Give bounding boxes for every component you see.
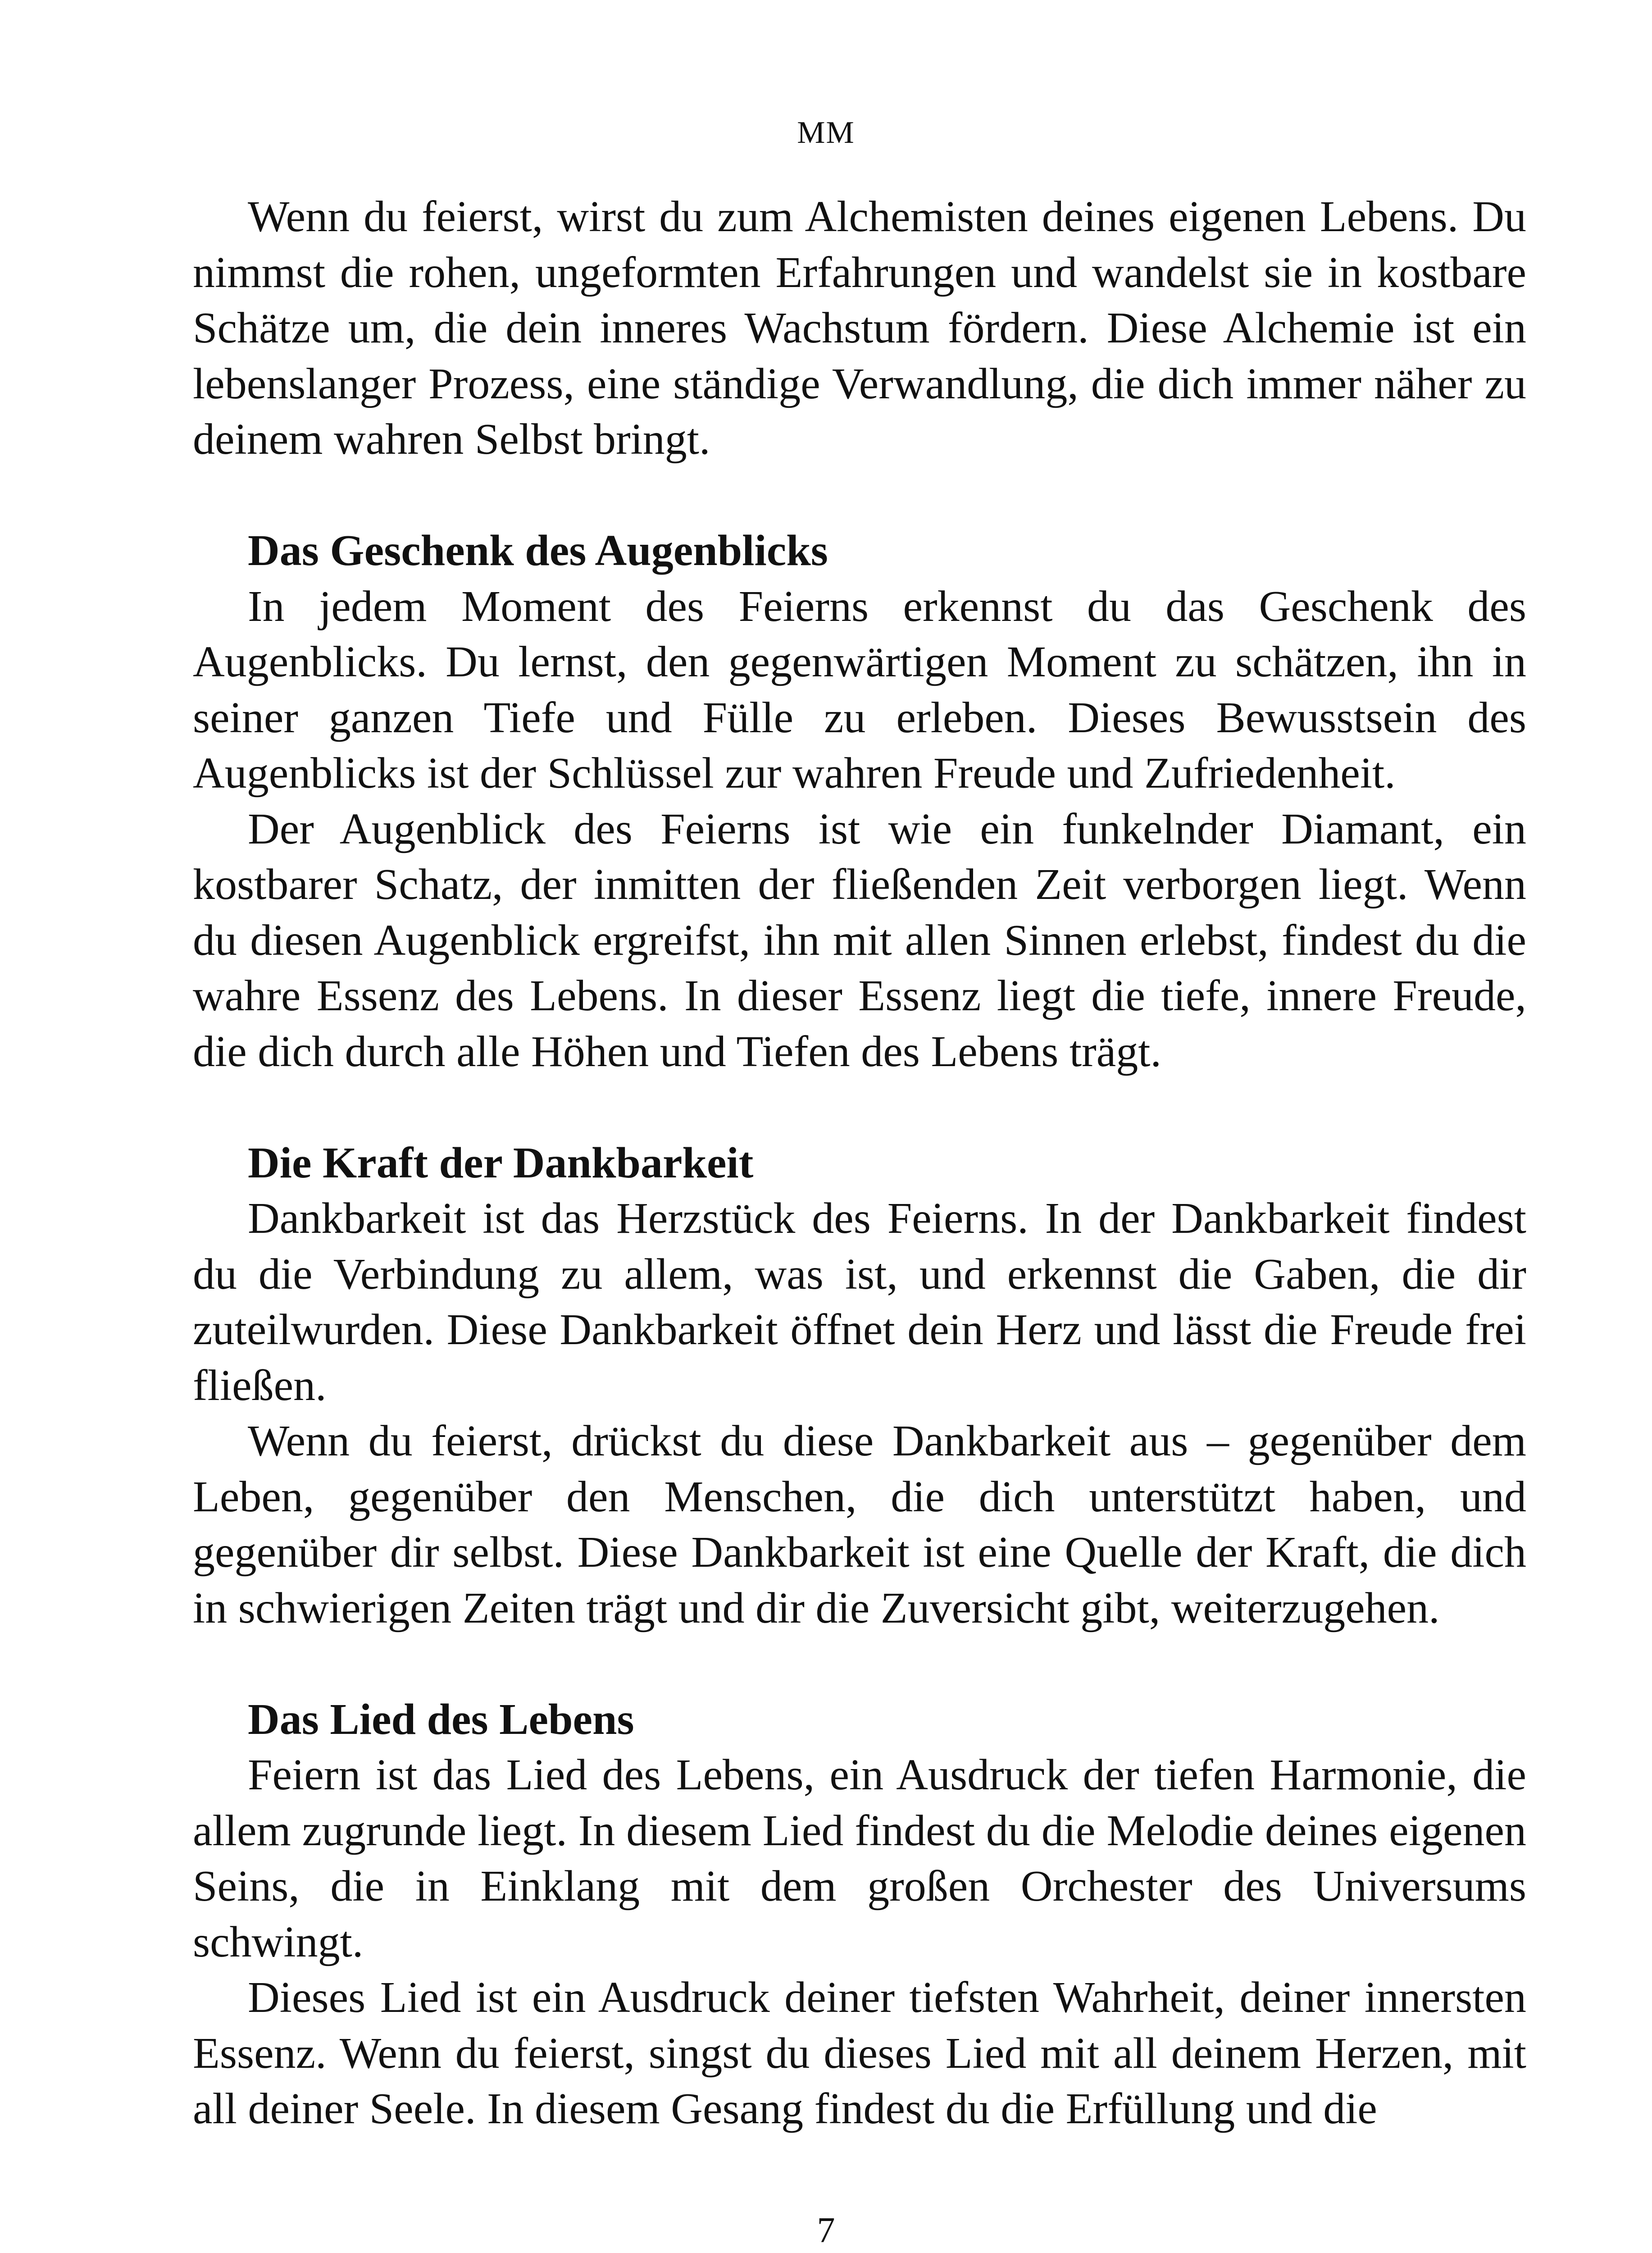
paragraph: Wenn du feierst, drückst du diese Dankbarkeit aus – gegenüber dem Leben, gegenüber den Menschen, die dich unterstützt haben, und gegenüber dir selbst. Diese Dankbarkeit ist eine Quelle der Kraft, die dich in schwierigen Zeiten trägt und dir die Zuversicht gibt, weiterzugehen. — [193, 1417, 1526, 1633]
section-heading: Die Kraft der Dankbarkeit — [248, 1138, 754, 1187]
paragraph: Dieses Lied ist ein Ausdruck deiner tiefsten Wahrheit, deiner innersten Essenz. Wenn du feierst, singst du dieses Lied mit all deinem Herzen, mit all deiner Seele. In diesem Gesang findest du die Erfüllung und die — [193, 1973, 1526, 2133]
running-head: MM — [797, 115, 855, 150]
paragraph: Dankbarkeit ist das Herzstück des Feierns. In der Dankbarkeit findest du die Verbindung zu allem, was ist, und erkennst die Gaben, die dir zuteilwurden. Diese Dankbarkeit öffnet dein Herz und lässt die Freude frei fließen. — [193, 1194, 1526, 1410]
paragraph: Der Augenblick des Feierns ist wie ein funkelnder Diamant, ein kostbarer Schatz, der inmitten der fließenden Zeit verborgen liegt. Wenn du diesen Augenblick ergreifst, ihn mit allen Sinnen erlebst, findest du die wahre Essenz des Lebens. In dieser Essenz liegt die tiefe, innere Freude, die dich durch alle Höhen und Tiefen des Lebens trägt. — [193, 804, 1526, 1076]
paragraph: Feiern ist das Lied des Lebens, ein Ausdruck der tiefen Harmonie, die allem zugrunde liegt. In diesem Lied findest du die Melodie deines eigenen Seins, die in Einklang mit dem großen Orchester des Universums schwingt. — [193, 1751, 1526, 1966]
paragraph: In jedem Moment des Feierns erkennst du das Geschenk des Augenblicks. Du lernst, den gegenwärtigen Moment zu schätzen, ihn in seiner ganzen Tiefe und Fülle zu erleben. Dieses Bewusstsein des Augenblicks ist der Schlüssel zur wahren Freude und Zufriedenheit. — [193, 582, 1526, 798]
page-body — [193, 189, 1526, 2137]
section-heading: Das Lied des Lebens — [248, 1695, 634, 1744]
section-heading: Das Geschenk des Augenblicks — [248, 526, 828, 575]
page-number: 7 — [817, 2211, 835, 2250]
paragraph: Wenn du feierst, wirst du zum Alchemisten deines eigenen Lebens. Du nimmst die rohen, ungeformten Erfahrungen und wandelst sie in kostbare Schätze um, die dein inneres Wachstum fördern. Diese Alchemie ist ein lebenslanger Prozess, eine ständige Verwandlung, die dich immer näher zu deinem wahren Selbst bringt. — [193, 192, 1526, 464]
